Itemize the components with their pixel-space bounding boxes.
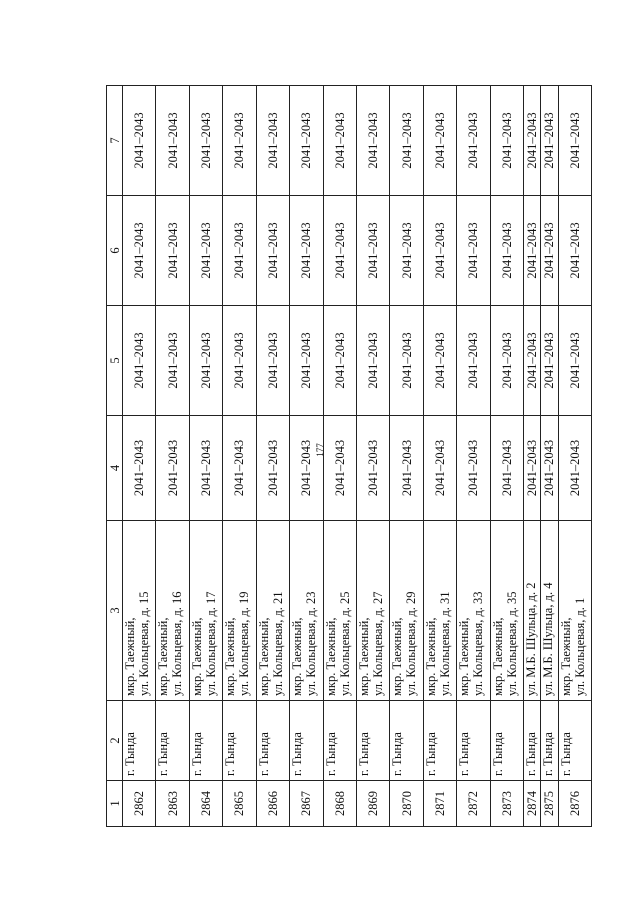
table-header-row — [107, 86, 123, 827]
period-cell: 2041–2043 — [558, 86, 592, 196]
period-cell: 2041–2043 — [541, 306, 558, 416]
address-line-2: ул. Кольцевая, д. 25 — [337, 591, 352, 696]
period-cell: 2041–2043 — [223, 86, 256, 196]
column-header: 3 — [107, 521, 123, 701]
address-line-1: мкр. Таежный, — [356, 617, 371, 696]
address-cell — [223, 521, 256, 701]
address-line-1: мкр. Таежный, — [156, 617, 171, 696]
address-line-1: мкр. Таежный, — [256, 617, 271, 696]
address-line-1: мкр. Таежный, — [490, 617, 505, 696]
period-cell: 2041–2043 — [423, 86, 456, 196]
address-cell — [423, 521, 456, 701]
period-cell: 2041–2043 — [223, 416, 256, 521]
address-line-1: мкр. Таежный, — [457, 617, 472, 696]
period-cell: 2041–2043 — [156, 306, 189, 416]
period-cell: 2041–2043 — [390, 196, 423, 306]
address-cell — [558, 521, 592, 701]
rotated-table-container — [106, 86, 592, 827]
address-cell — [123, 521, 156, 701]
address-line-2: ул. Кольцевая, д. 17 — [203, 591, 218, 696]
row-number-cell: 2863 — [156, 781, 189, 827]
table-row — [356, 86, 389, 827]
city-cell: г. Тында — [541, 701, 558, 781]
period-cell: 2041–2043 — [423, 416, 456, 521]
period-cell: 2041–2043 — [323, 196, 356, 306]
city-cell: г. Тында — [423, 701, 456, 781]
row-number-cell: 2865 — [223, 781, 256, 827]
city-cell: г. Тында — [356, 701, 389, 781]
row-number-cell: 2876 — [558, 781, 592, 827]
period-cell: 2041–2043 — [558, 416, 592, 521]
period-cell: 2041–2043 — [189, 416, 222, 521]
period-cell: 2041–2043 — [490, 196, 523, 306]
address-cell — [323, 521, 356, 701]
period-cell: 2041–2043 — [290, 306, 323, 416]
period-cell: 2041–2043 — [156, 416, 189, 521]
address-cell — [290, 521, 323, 701]
table-row — [223, 86, 256, 827]
period-cell: 2041–2043 — [256, 306, 289, 416]
period-cell: 2041–2043 — [290, 416, 323, 521]
column-header: 5 — [107, 306, 123, 416]
period-cell: 2041–2043 — [189, 306, 222, 416]
period-cell: 2041–2043 — [457, 416, 490, 521]
city-cell: г. Тында — [256, 701, 289, 781]
address-cell — [490, 521, 523, 701]
table-row — [423, 86, 456, 827]
period-cell: 2041–2043 — [558, 306, 592, 416]
period-cell: 2041–2043 — [256, 196, 289, 306]
address-line-1: мкр. Таежный, — [323, 617, 338, 696]
table-row — [323, 86, 356, 827]
period-cell: 2041–2043 — [223, 196, 256, 306]
period-cell: 2041–2043 — [156, 196, 189, 306]
table-row — [524, 86, 541, 827]
period-cell: 2041–2043 — [323, 306, 356, 416]
column-header: 1 — [107, 781, 123, 827]
period-cell: 2041–2043 — [524, 416, 541, 521]
row-number-cell: 2873 — [490, 781, 523, 827]
row-number-cell: 2868 — [323, 781, 356, 827]
period-cell: 2041–2043 — [223, 306, 256, 416]
row-number-cell: 2871 — [423, 781, 456, 827]
row-number-cell: 2867 — [290, 781, 323, 827]
address-cell — [524, 521, 541, 701]
period-cell: 2041–2043 — [123, 416, 156, 521]
row-number-cell: 2866 — [256, 781, 289, 827]
period-cell: 2041–2043 — [390, 416, 423, 521]
period-cell: 2041–2043 — [390, 306, 423, 416]
address-cell — [156, 521, 189, 701]
period-cell: 2041–2043 — [390, 86, 423, 196]
address-line-1: ул. М.Б. Шульца, д. 2 — [524, 582, 539, 696]
period-cell: 2041–2043 — [423, 196, 456, 306]
period-cell: 2041–2043 — [524, 306, 541, 416]
period-cell: 2041–2043 — [356, 86, 389, 196]
period-cell: 2041–2043 — [256, 416, 289, 521]
period-cell: 2041–2043 — [457, 306, 490, 416]
schedule-table — [106, 85, 592, 827]
address-line-1: мкр. Таежный, — [390, 617, 405, 696]
address-cell — [457, 521, 490, 701]
period-cell: 2041–2043 — [123, 306, 156, 416]
period-cell: 2041–2043 — [490, 416, 523, 521]
table-row — [290, 86, 323, 827]
table-row — [457, 86, 490, 827]
city-cell: г. Тында — [390, 701, 423, 781]
city-cell: г. Тында — [524, 701, 541, 781]
period-cell: 2041–2043 — [290, 196, 323, 306]
address-line-1: мкр. Таежный, — [189, 617, 204, 696]
period-cell: 2041–2043 — [541, 196, 558, 306]
column-header: 2 — [107, 701, 123, 781]
address-line-2: ул. Кольцевая, д. 1 — [572, 597, 587, 696]
address-line-2: ул. Кольцевая, д. 23 — [304, 591, 319, 696]
period-cell: 2041–2043 — [558, 196, 592, 306]
table-row — [390, 86, 423, 827]
table-row — [558, 86, 592, 827]
address-line-2: ул. Кольцевая, д. 29 — [404, 591, 419, 696]
table-row — [156, 86, 189, 827]
period-cell: 2041–2043 — [323, 86, 356, 196]
address-line-1: ул. М.Б. Шульца, д. 4 — [541, 582, 556, 696]
row-number-cell: 2864 — [189, 781, 222, 827]
period-cell: 2041–2043 — [189, 86, 222, 196]
address-line-1: мкр. Таежный, — [423, 617, 438, 696]
column-header: 6 — [107, 196, 123, 306]
period-cell: 2041–2043 — [123, 86, 156, 196]
address-line-2: ул. Кольцевая, д. 19 — [237, 591, 252, 696]
column-header: 7 — [107, 86, 123, 196]
row-number-cell: 2872 — [457, 781, 490, 827]
row-number-cell: 2870 — [390, 781, 423, 827]
column-header: 4 — [107, 416, 123, 521]
period-cell: 2041–2043 — [323, 416, 356, 521]
address-line-1: мкр. Таежный, — [558, 617, 573, 696]
table-row — [541, 86, 558, 827]
table-row — [256, 86, 289, 827]
address-line-2: ул. Кольцевая, д. 15 — [137, 591, 151, 696]
period-cell: 2041–2043 — [123, 196, 156, 306]
city-cell: г. Тында — [223, 701, 256, 781]
address-line-2: ул. Кольцевая, д. 21 — [270, 591, 285, 696]
city-cell: г. Тында — [189, 701, 222, 781]
address-cell — [189, 521, 222, 701]
city-cell: г. Тында — [323, 701, 356, 781]
period-cell: 2041–2043 — [457, 86, 490, 196]
page-number: 177 — [315, 443, 325, 457]
period-cell: 2041–2043 — [156, 86, 189, 196]
city-cell: г. Тында — [290, 701, 323, 781]
table-row — [123, 86, 156, 827]
table-row — [189, 86, 222, 827]
period-cell: 2041–2043 — [356, 416, 389, 521]
address-cell — [541, 521, 558, 701]
address-line-1: мкр. Таежный, — [123, 617, 137, 696]
row-number-cell: 2875 — [541, 781, 558, 827]
city-cell: г. Тында — [558, 701, 592, 781]
period-cell: 2041–2043 — [457, 196, 490, 306]
period-cell: 2041–2043 — [541, 416, 558, 521]
period-cell: 2041–2043 — [256, 86, 289, 196]
address-cell — [356, 521, 389, 701]
period-cell: 2041–2043 — [524, 196, 541, 306]
address-line-1: мкр. Таежный, — [223, 617, 238, 696]
address-line-2: ул. Кольцевая, д. 27 — [370, 591, 385, 696]
city-cell: г. Тында — [490, 701, 523, 781]
row-number-cell: 2874 — [524, 781, 541, 827]
address-cell — [390, 521, 423, 701]
row-number-cell: 2862 — [123, 781, 156, 827]
row-number-cell: 2869 — [356, 781, 389, 827]
address-line-2: ул. Кольцевая, д. 16 — [170, 591, 185, 696]
period-cell: 2041–2043 — [490, 86, 523, 196]
period-cell: 2041–2043 — [423, 306, 456, 416]
address-line-1: мкр. Таежный, — [290, 617, 305, 696]
period-cell: 2041–2043 — [524, 86, 541, 196]
period-cell: 2041–2043 — [189, 196, 222, 306]
period-cell: 2041–2043 — [541, 86, 558, 196]
city-cell: г. Тында — [457, 701, 490, 781]
table-row — [490, 86, 523, 827]
address-line-2: ул. Кольцевая, д. 33 — [471, 591, 486, 696]
address-cell — [256, 521, 289, 701]
period-cell: 2041–2043 — [490, 306, 523, 416]
period-cell: 2041–2043 — [356, 306, 389, 416]
city-cell: г. Тында — [123, 701, 156, 781]
address-line-2: ул. Кольцевая, д. 35 — [504, 591, 519, 696]
city-cell: г. Тында — [156, 701, 189, 781]
address-line-2: ул. Кольцевая, д. 31 — [437, 591, 452, 696]
period-cell: 2041–2043 — [290, 86, 323, 196]
period-cell: 2041–2043 — [356, 196, 389, 306]
